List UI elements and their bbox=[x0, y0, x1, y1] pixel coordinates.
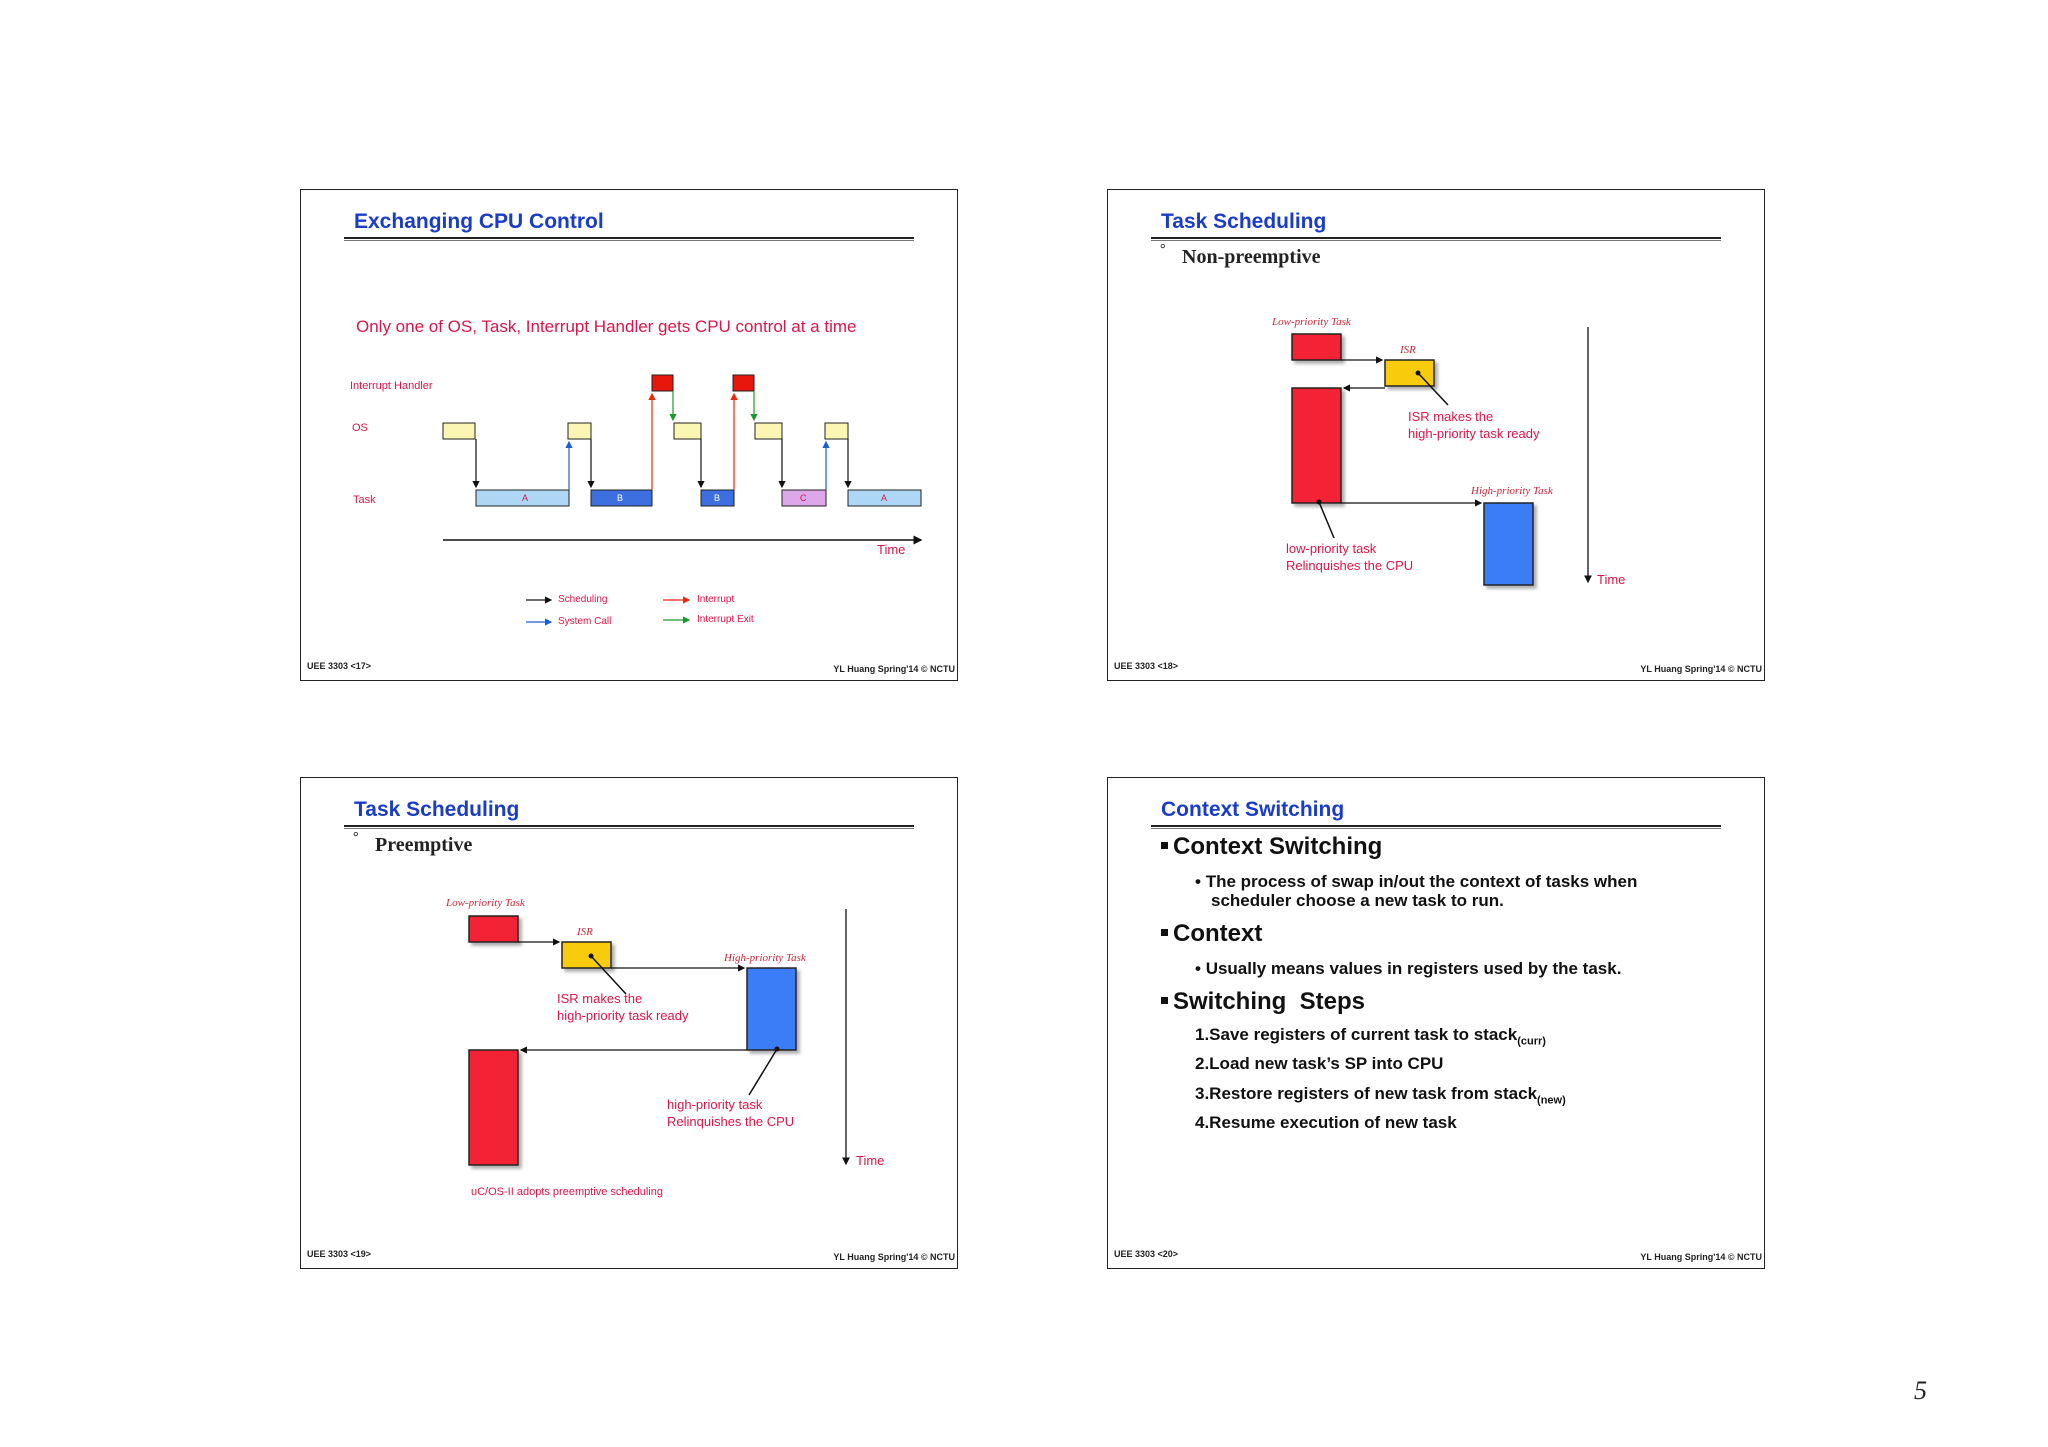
footer-course: UEE 3303 <18> bbox=[1114, 661, 1179, 671]
bullet-nonpreemptive: ° Non-preemptive bbox=[1160, 242, 1321, 268]
row-label-interrupt: Interrupt Handler bbox=[350, 380, 433, 392]
slide-19 bbox=[300, 777, 958, 1269]
isr-note: ISR makes the high-priority task ready bbox=[1408, 409, 1540, 441]
isr-label: ISR bbox=[1400, 344, 1416, 356]
low-priority-task-box-long bbox=[1292, 388, 1341, 503]
os-box bbox=[443, 423, 475, 439]
slide-title: Exchanging CPU Control bbox=[354, 210, 604, 233]
slide-18 bbox=[1107, 189, 1765, 681]
footer-credit: YL Huang Spring'14 © NCTU bbox=[1640, 664, 1762, 674]
step-2: 2.Load new task’s SP into CPU bbox=[1195, 1054, 1444, 1073]
task-label: B bbox=[617, 493, 624, 503]
footer-credit: YL Huang Spring'14 © NCTU bbox=[833, 664, 955, 674]
caption: uC/OS-II adopts preemptive scheduling bbox=[471, 1186, 663, 1198]
slide-title: Task Scheduling bbox=[1161, 210, 1327, 233]
task-label: A bbox=[522, 493, 529, 503]
interrupt-handler-box bbox=[733, 375, 754, 391]
time-label: Time bbox=[856, 1153, 885, 1168]
slide-20 bbox=[1107, 777, 1765, 1269]
low-priority-task-box bbox=[469, 916, 518, 942]
isr-note: ISR makes the high-priority task ready bbox=[557, 991, 689, 1023]
low-priority-note: low-priority task Relinquishes the CPU bbox=[1286, 541, 1414, 573]
high-priority-task-box bbox=[1484, 503, 1533, 585]
footer-credit: YL Huang Spring'14 © NCTU bbox=[833, 1252, 955, 1262]
slide-title: Task Scheduling bbox=[354, 798, 520, 821]
degree-bullet-icon: ° bbox=[1160, 242, 1166, 257]
footer-course: UEE 3303 <17> bbox=[307, 661, 372, 671]
bullet-preemptive: ° Preemptive bbox=[353, 830, 473, 856]
time-label: Time bbox=[1597, 572, 1626, 587]
heading-context: Context bbox=[1161, 920, 1262, 948]
high-priority-note: high-priority task Relinquishes the CPU bbox=[667, 1097, 795, 1129]
task-label: B bbox=[714, 493, 721, 503]
os-box bbox=[674, 423, 701, 439]
slide-subtitle: Only one of OS, Task, Interrupt Handler gets CPU control at a time bbox=[356, 317, 857, 336]
os-box bbox=[825, 423, 848, 439]
os-box bbox=[755, 423, 782, 439]
high-priority-task-label: High-priority Task bbox=[724, 952, 806, 964]
footer-course: UEE 3303 <19> bbox=[307, 1249, 372, 1259]
task-label: A bbox=[881, 493, 888, 503]
step-3: 3.Restore registers of new task from stack$_{(new)}$ bbox=[1195, 1084, 1566, 1107]
slide-17 bbox=[300, 189, 958, 681]
low-priority-task-box-long bbox=[469, 1050, 518, 1165]
context-switching-desc: • The process of swap in/out the context of tasks when scheduler choose a new task to run. bbox=[1195, 872, 1638, 910]
low-priority-task-label: Low-priority Task bbox=[1272, 316, 1351, 328]
interrupt-handler-box bbox=[652, 375, 673, 391]
title-rule bbox=[1151, 825, 1721, 829]
isr-label: ISR bbox=[577, 926, 593, 938]
high-priority-task-label: High-priority Task bbox=[1471, 485, 1553, 497]
isr-box bbox=[562, 942, 611, 968]
os-box bbox=[568, 423, 591, 439]
cpu-control-timeline bbox=[301, 190, 959, 682]
dot-bullet-icon: • bbox=[1195, 872, 1206, 891]
slide-title: Context Switching bbox=[1161, 798, 1345, 821]
context-desc: • Usually means values in registers used by the task. bbox=[1195, 959, 1622, 978]
square-bullet-icon bbox=[1161, 842, 1168, 849]
high-priority-task-box bbox=[747, 968, 796, 1050]
legend-system-call: System Call bbox=[558, 616, 612, 627]
legend-scheduling: Scheduling bbox=[558, 594, 608, 605]
page-number: 5 bbox=[1914, 1376, 1927, 1405]
heading-context-switching: Context Switching bbox=[1161, 833, 1382, 861]
time-label: Time bbox=[877, 542, 906, 557]
low-priority-task-label: Low-priority Task bbox=[446, 897, 525, 909]
low-priority-task-box bbox=[1292, 334, 1341, 360]
square-bullet-icon bbox=[1161, 929, 1168, 936]
heading-switching-steps: Switching Steps bbox=[1161, 988, 1365, 1016]
legend-interrupt: Interrupt bbox=[697, 594, 735, 605]
step-4: 4.Resume execution of new task bbox=[1195, 1113, 1457, 1132]
square-bullet-icon bbox=[1161, 997, 1168, 1004]
legend-interrupt-exit: Interrupt Exit bbox=[697, 614, 754, 625]
degree-bullet-icon: ° bbox=[353, 830, 359, 845]
footer-course: UEE 3303 <20> bbox=[1114, 1249, 1179, 1259]
footer-credit: YL Huang Spring'14 © NCTU bbox=[1640, 1252, 1762, 1262]
dot-bullet-icon: • bbox=[1195, 959, 1206, 978]
row-label-os: OS bbox=[352, 422, 368, 434]
row-label-task: Task bbox=[353, 494, 376, 506]
step-1: 1.Save registers of current task to stack$_{(curr)}$ bbox=[1195, 1025, 1546, 1048]
task-label: C bbox=[800, 493, 807, 503]
